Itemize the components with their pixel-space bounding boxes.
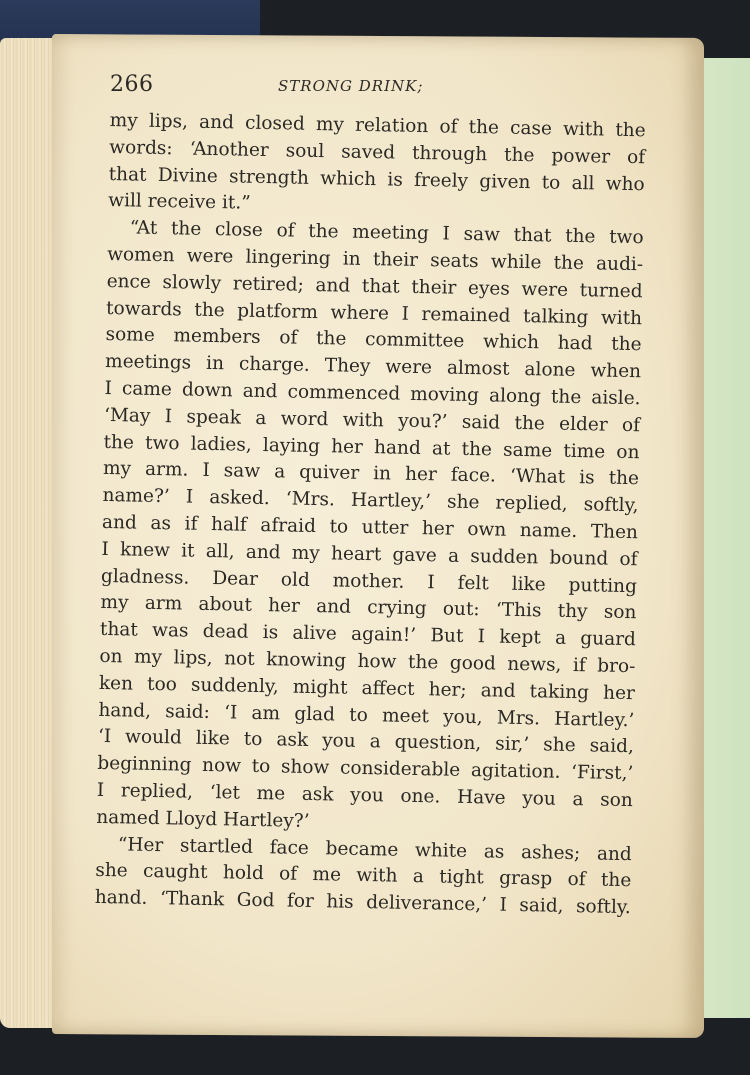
paragraph: [95, 831, 632, 922]
text-line: hand. ‘Thank God for his deliverance,’ I said, softly.: [94, 886, 631, 919]
text-line: I came down and commenced moving along the aisle.: [104, 377, 641, 410]
paragraph: [96, 215, 644, 842]
text-line: ken too suddenly, might affect her; and taking her: [98, 672, 636, 704]
text-line: my arm about her and crying out: ‘This thy son: [100, 592, 637, 624]
text-line: will receive it.”: [108, 190, 251, 215]
text-line: that was dead is alive again!’ But I kept a guard: [99, 619, 637, 651]
text-line: she caught hold of me with a tight grasp of the: [95, 860, 632, 892]
text-line: name?’ I asked. ‘Mrs. Hartley,’ she replied, softly,: [102, 485, 639, 517]
body-text: [95, 108, 646, 922]
text-line: on my lips, not knowing how the good news, if bro-: [99, 645, 636, 678]
text-line: towards the platform where I remained talking with: [105, 297, 643, 329]
text-line: “At the close of the meeting I saw that the two: [129, 217, 644, 249]
page-number: 266: [110, 72, 154, 97]
text-line: ‘May I speak a word with you?’ said the elder of: [103, 404, 641, 436]
text-line: “Her startled face became white as ashes; and: [117, 833, 632, 865]
text-line: my arm. I saw a quiver in her face. ‘What is the: [102, 458, 640, 490]
text-line: ence slowly retired; and that their eyes were turned: [106, 270, 643, 303]
text-line: hand, said: ‘I am glad to meet you, Mrs. Hartley.’: [98, 699, 635, 731]
text-line: I knew it all, and my heart gave a sudden bound of: [101, 538, 638, 570]
text-line: words: ‘Another soul saved through the power of: [109, 136, 646, 169]
text-line: the two ladies, laying her hand at the same time on: [103, 431, 640, 463]
text-line: some members of the committee which had the: [105, 324, 642, 356]
paragraph: [108, 108, 646, 225]
text-line: I replied, ‘let me ask you one. Have you a son: [96, 779, 634, 812]
text-line: my lips, and closed my relation of the case with the: [109, 109, 646, 142]
text-line: gladness. Dear old mother. I felt like putting: [100, 565, 638, 597]
text-line: women were lingering in their seats while the audi-: [106, 243, 644, 276]
text-line: and as if half afraid to utter her own name. Then: [101, 511, 639, 544]
text-line: beginning now to show considerable agitation. ‘First,’: [97, 753, 634, 785]
text-line: meetings in charge. They were almost alone when: [104, 351, 642, 383]
running-title: STRONG DRINK;: [278, 77, 424, 95]
text-line: ‘I would like to ask you a question, sir,’ she said,: [97, 726, 635, 758]
text-line: named Lloyd Hartley?’: [96, 806, 310, 832]
text-line: that Divine strength which is freely given to all who: [108, 163, 645, 195]
page-header: [110, 72, 590, 102]
